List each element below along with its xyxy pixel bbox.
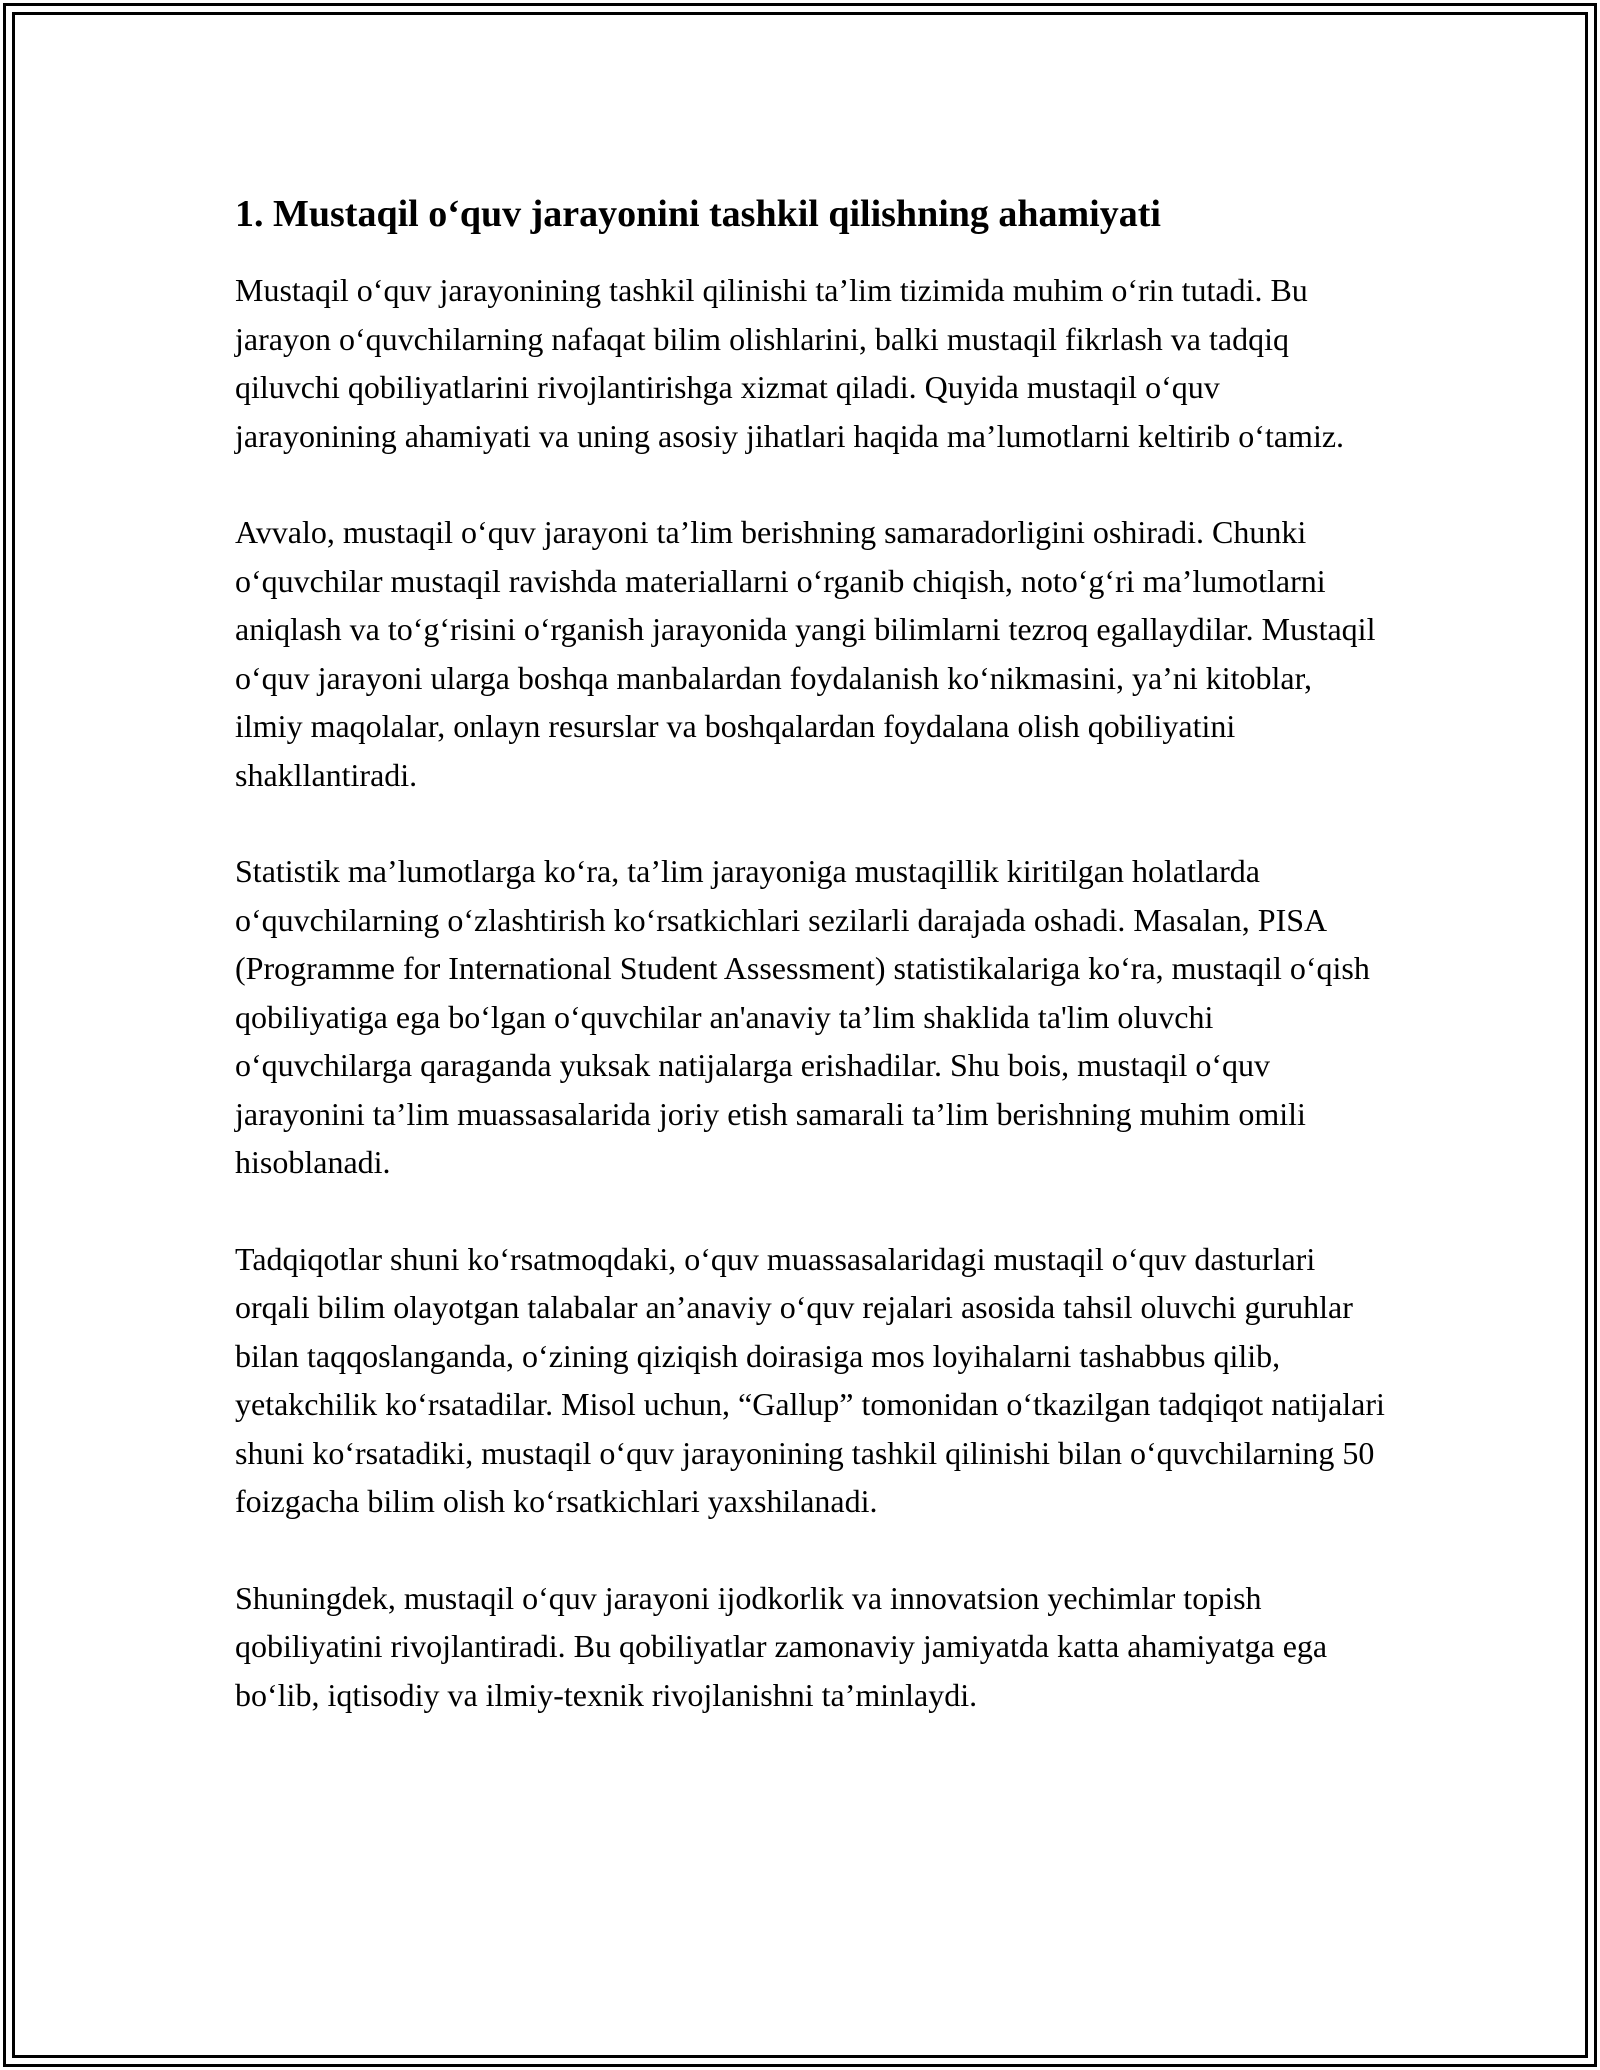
paragraph-intro: Mustaqil o‘quv jarayonining tashkil qilinishi ta’lim tizimida muhim o‘rin tutadi. Bu jarayon o‘quvchilarning nafaqat bilim olishlarini, balki mustaqil fikrlash va tadqiq qiluvchi qobiliyatlarini rivojlantirishga xizmat qiladi. Quyida mustaqil o‘quv jarayonining ahamiyati va uning asosiy jihatlari haqida ma’lumotlarni keltirib o‘tamiz. xyxy=(235,272,1345,454)
paragraph-efficiency: Avvalo, mustaqil o‘quv jarayoni ta’lim berishning samaradorligini oshiradi. Chunki o‘quvchilar mustaqil ravishda materiallarni o‘rganib chiqish, noto‘g‘ri ma’lumotlarni aniqlash va to‘g‘risini o‘rganish jarayonida yangi bilimlarni tezroq egallaydilar. Mustaqil o‘quv jarayoni ularga boshqa manbalardan foydalanish ko‘nikmasini, ya’ni kitoblar, ilmiy maqolalar, onlayn resurslar va boshqalardan foydalana olish qobiliyatini shakllantiradi. xyxy=(235,514,1376,793)
paragraph-research: Tadqiqotlar shuni ko‘rsatmoqdaki, o‘quv muassasalaridagi mustaqil o‘quv dasturlari orqali bilim olayotgan talabalar an’anaviy o‘quv rejalari asosida tahsil oluvchi guruhlar bilan taqqoslanganda, o‘zining qiziqish doirasiga mos loyihalarni tashabbus qilib, yetakchilik ko‘rsatadilar. Misol uchun, “Gallup” tomonidan o‘tkazilgan tadqiqot natijalari shuni ko‘rsatadiki, mustaqil o‘quv jarayonining tashkil qilinishi bilan o‘quvchilarning 50 foizgacha bilim olish ko‘rsatkichlari yaxshilanadi. xyxy=(235,1240,1385,1519)
section-heading: 1. Mustaqil o‘quv jarayonini tashkil qilishning ahamiyati xyxy=(235,193,1161,235)
paragraph-creativity: Shuningdek, mustaqil o‘quv jarayoni ijodkorlik va innovatsion yechimlar topish qobiliyatini rivojlantiradi. Bu qobiliyatlar zamonaviy jamiyatda katta ahamiyatga ega bo‘lib, iqtisodiy va ilmiy-texnik rivojlanishni ta’minlaydi. xyxy=(235,1579,1328,1713)
document-body xyxy=(235,186,1385,1767)
paragraph-statistics: Statistik ma’lumotlarga ko‘ra, ta’lim jarayoniga mustaqillik kiritilgan holatlarda o‘quvchilarning o‘zlashtirish ko‘rsatkichlari sezilarli darajada oshadi. Masalan, PISA (Programme for International Student Assessment) statistikalariga ko‘ra, mustaqil o‘qish qobiliyatiga ega bo‘lgan o‘quvchilar an'anaviy ta’lim shaklida ta'lim oluvchi o‘quvchilarga qaraganda yuksak natijalarga erishadilar. Shu bois, mustaqil o‘quv jarayonini ta’lim muassasalarida joriy etish samarali ta’lim berishning muhim omili hisoblanadi. xyxy=(235,853,1370,1180)
